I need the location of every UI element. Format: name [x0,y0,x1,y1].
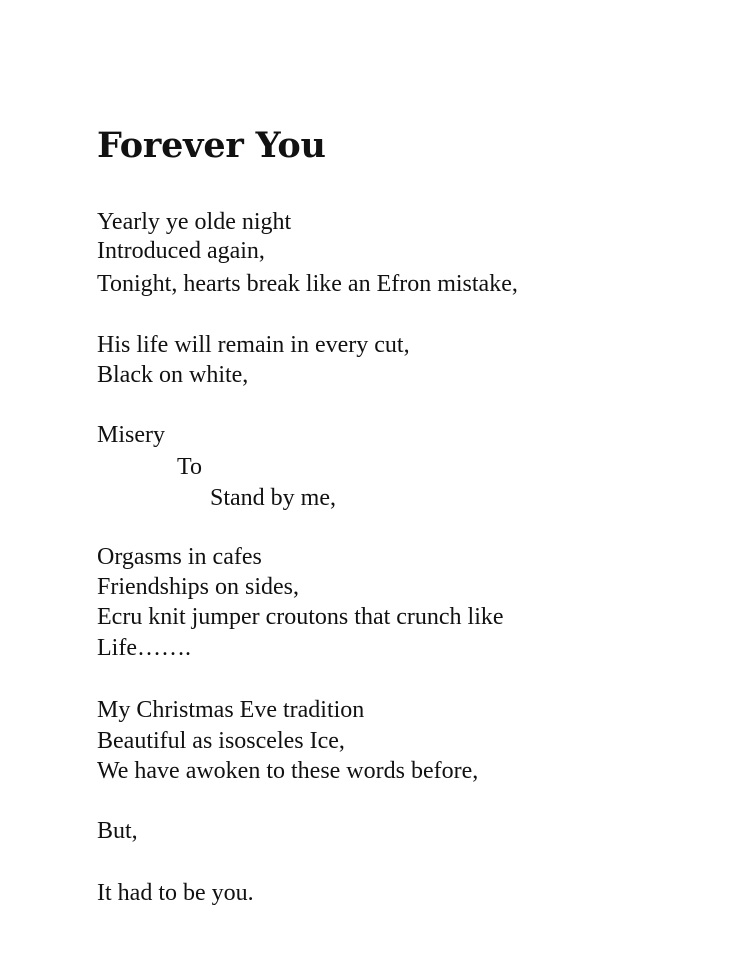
poem-title: Forever You [97,125,326,166]
poem-line: Orgasms in cafes [97,544,262,570]
poem-line: Ecru knit jumper croutons that crunch like [97,604,504,630]
poem-body [97,0,717,964]
poem-line: Introduced again, [97,238,265,264]
poem-line: Misery [97,422,165,448]
poem-line: Yearly ye olde night [97,209,292,235]
poem-line: Friendships on sides, [97,574,300,600]
poem-line: Beautiful as isosceles Ice, [97,728,345,754]
poem-line: It had to be you. [97,880,254,906]
poem-line: Black on white, [97,362,249,388]
poem-line: Tonight, hearts break like an Efron mistake, [97,271,518,297]
poem-line: My Christmas Eve tradition [97,697,365,723]
poem-line: His life will remain in every cut, [97,332,410,358]
poem-line: But, [97,818,138,844]
poem-line: Life……. [97,635,191,661]
poem-line: We have awoken to these words before, [97,758,479,784]
poem-line-indented: Stand by me, [210,485,336,511]
poem-line-indented: To [177,454,202,480]
